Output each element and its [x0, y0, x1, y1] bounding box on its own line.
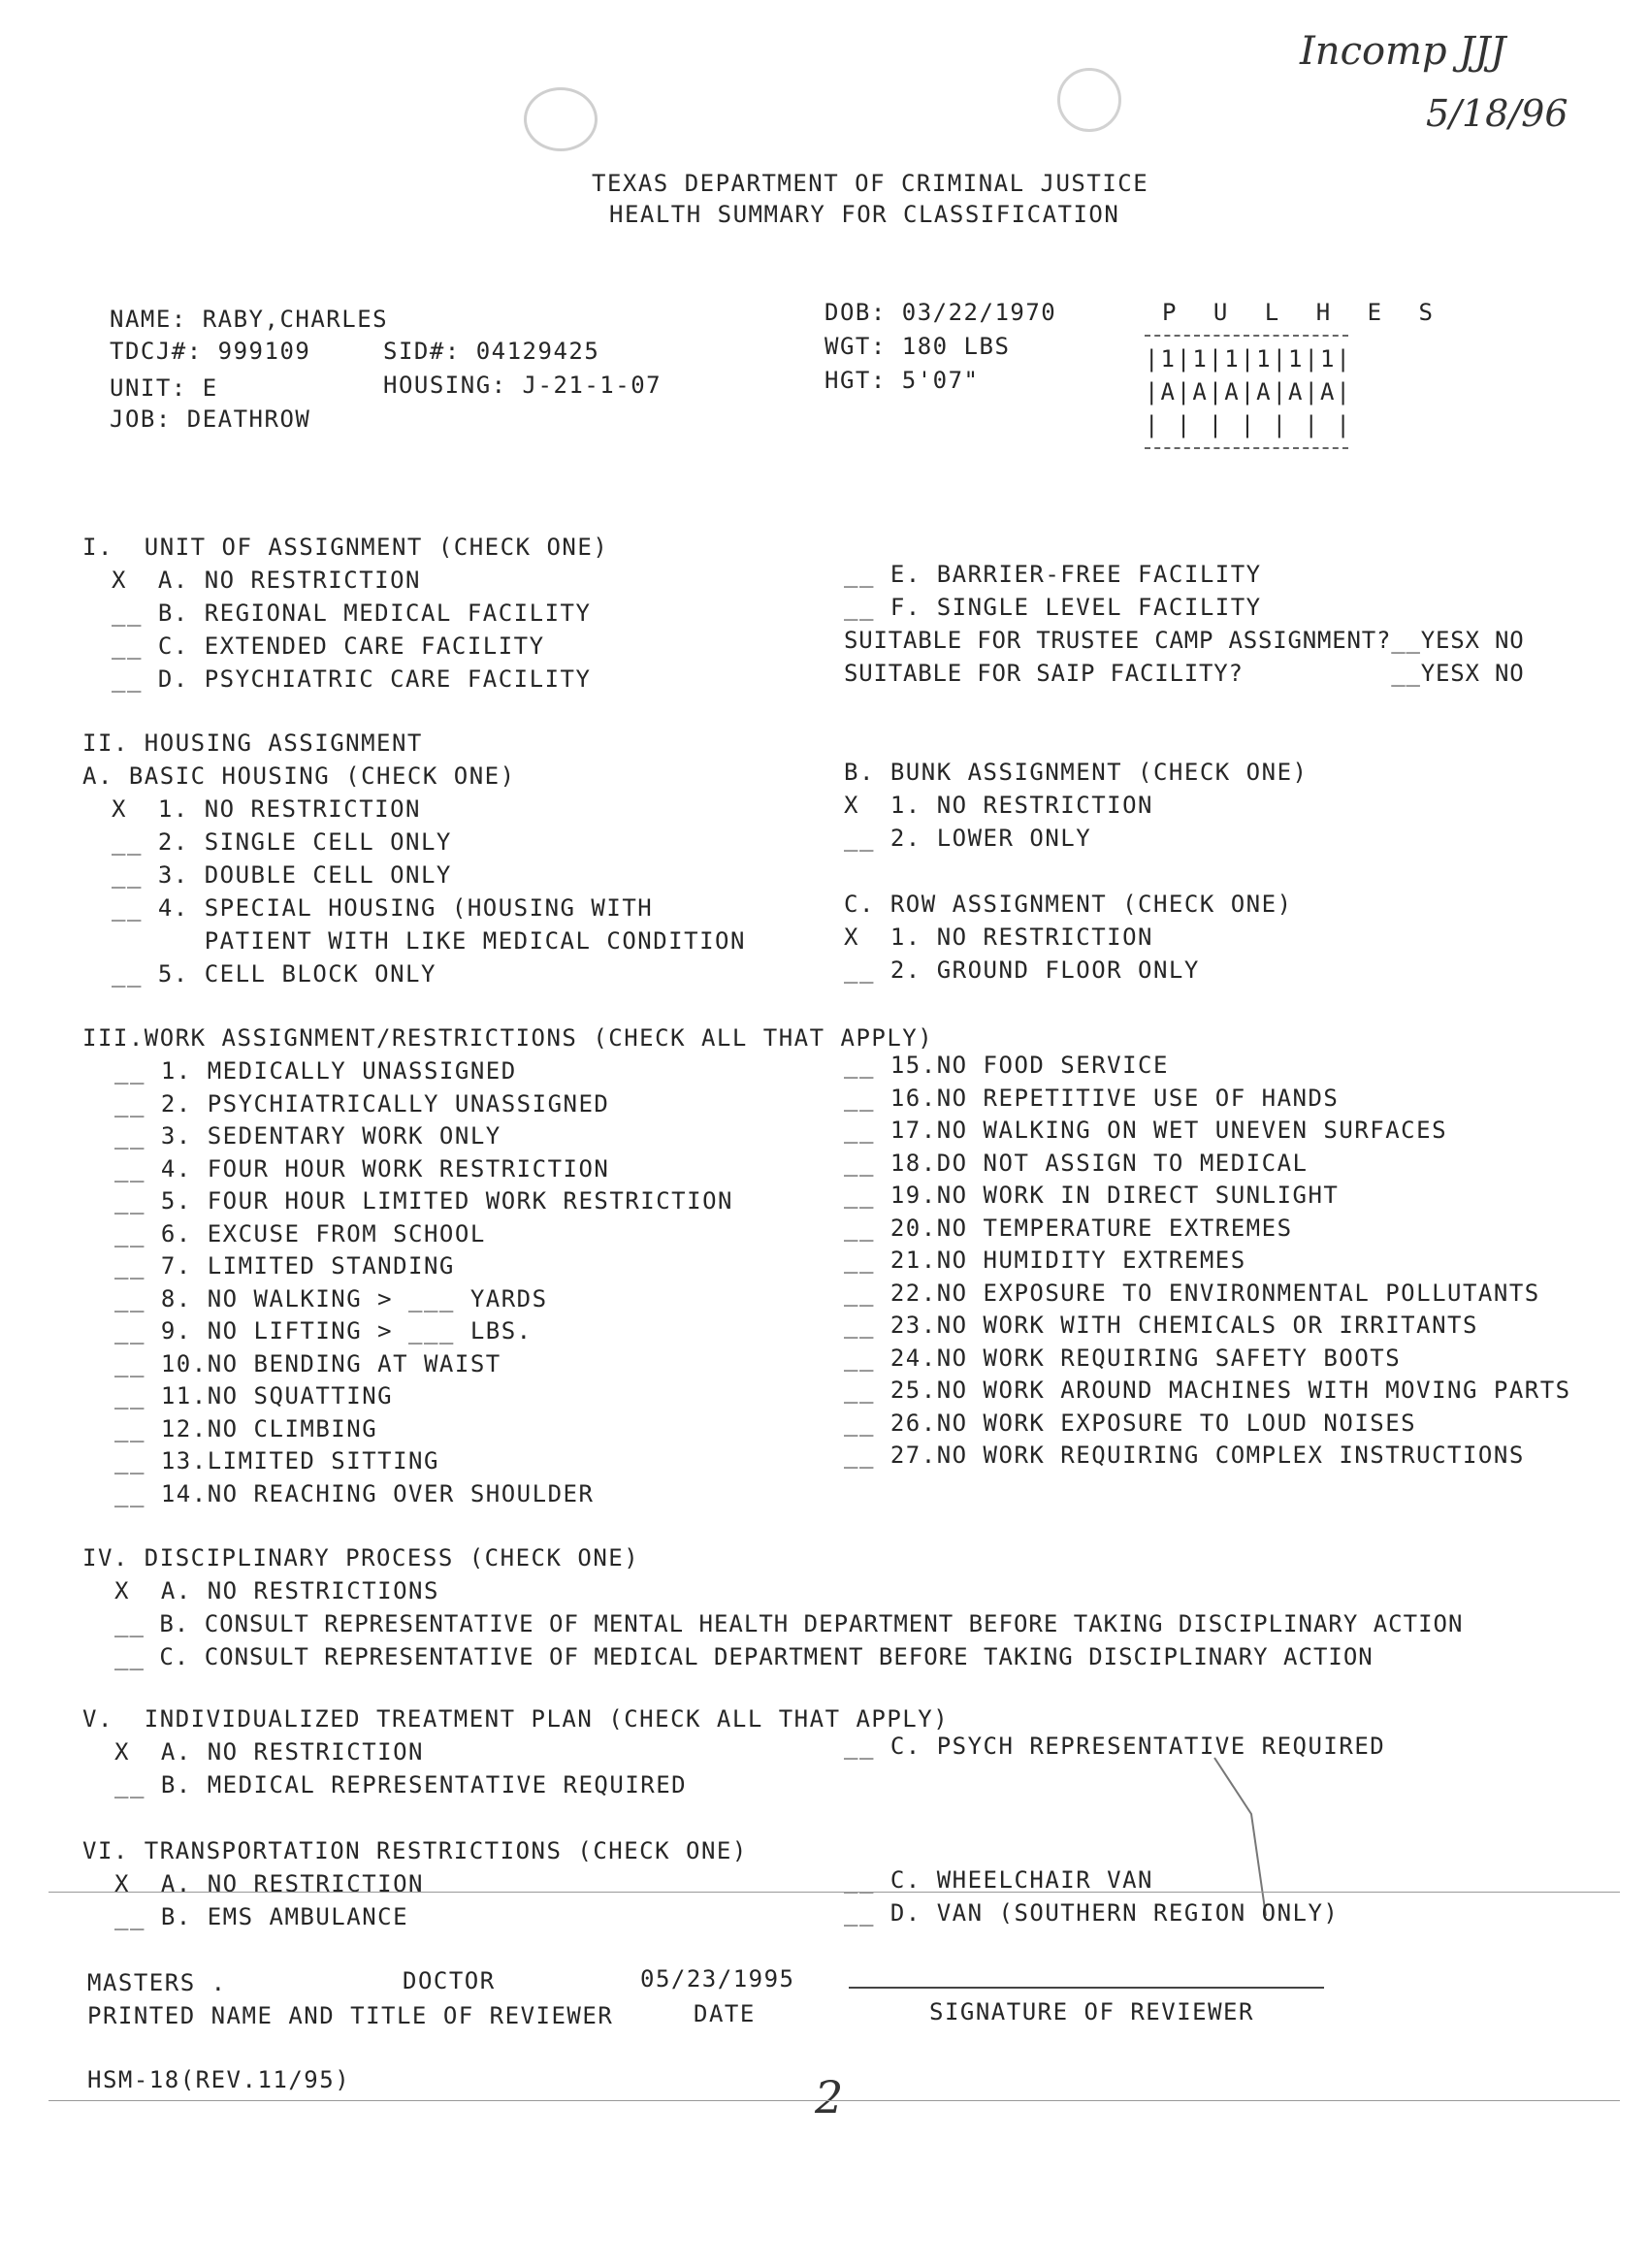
basic-housing-item: __ 2. SINGLE CELL ONLY	[112, 828, 452, 856]
work-restriction-item: __ 20.NO TEMPERATURE EXTREMES	[844, 1214, 1293, 1242]
form-number: HSM-18(REV.11/95)	[87, 2066, 351, 2093]
document-title: TEXAS DEPARTMENT OF CRIMINAL JUSTICE	[592, 170, 1149, 197]
bottom-edge-line	[48, 2100, 1620, 2101]
work-restriction-item: __ 8. NO WALKING > ___ YARDS	[114, 1284, 548, 1312]
work-restriction-item: __ 3. SEDENTARY WORK ONLY	[114, 1122, 501, 1150]
pulhes-row-numbers: |1|1|1|1|1|1|	[1145, 345, 1352, 373]
printed-name-label: PRINTED NAME AND TITLE OF REVIEWER	[87, 2002, 614, 2029]
work-restriction-item: __ 12.NO CLIMBING	[114, 1414, 378, 1442]
basic-housing-item: __ 4. SPECIAL HOUSING (HOUSING WITH	[112, 894, 654, 922]
handwritten-date-note: 5/18/96	[1426, 92, 1568, 135]
pulhes-row-blank: | | | | | | |	[1145, 411, 1352, 438]
trustee-camp-question: SUITABLE FOR TRUSTEE CAMP ASSIGNMENT?__YESX NO	[844, 627, 1525, 654]
handwritten-page-number: 2	[815, 2071, 844, 2123]
bunk-assignment-item: __ 2. LOWER ONLY	[844, 825, 1092, 852]
bunk-assignment-title: B. BUNK ASSIGNMENT (CHECK ONE)	[844, 759, 1309, 786]
work-restriction-item: __ 21.NO HUMIDITY EXTREMES	[844, 1247, 1246, 1274]
work-restriction-item: __ 23.NO WORK WITH CHEMICALS OR IRRITANTS	[844, 1312, 1478, 1339]
basic-housing-item: PATIENT WITH LIKE MEDICAL CONDITION	[112, 927, 746, 955]
bunk-assignment-item: X 1. NO RESTRICTION	[844, 792, 1153, 819]
row-assignment-title: C. ROW ASSIGNMENT (CHECK ONE)	[844, 891, 1293, 918]
section-1-item: X A. NO RESTRICTION	[112, 567, 421, 594]
signature-label: SIGNATURE OF REVIEWER	[929, 1998, 1254, 2025]
treatment-plan-item: __ C. PSYCH REPRESENTATIVE REQUIRED	[844, 1733, 1386, 1760]
inmate-dob: DOB: 03/22/1970	[824, 299, 1057, 326]
signature-line	[849, 1987, 1324, 1989]
work-restriction-item: __ 4. FOUR HOUR WORK RESTRICTION	[114, 1154, 610, 1183]
inmate-job: JOB: DEATHROW	[110, 405, 311, 433]
work-restriction-item: __ 9. NO LIFTING > ___ LBS.	[114, 1317, 533, 1345]
review-date: 05/23/1995	[640, 1965, 795, 1993]
work-restriction-item: __ 14.NO REACHING OVER SHOULDER	[114, 1479, 595, 1507]
section-2-title: II. HOUSING ASSIGNMENT	[82, 729, 423, 757]
inmate-unit: UNIT: E	[110, 374, 218, 402]
work-restriction-item: __ 7. LIMITED STANDING	[114, 1252, 455, 1280]
section-3-title: III.WORK ASSIGNMENT/RESTRICTIONS (CHECK ALL THAT APPLY)	[82, 1024, 934, 1052]
punch-hole-mark-left	[524, 87, 598, 151]
work-restriction-item: __ 27.NO WORK REQUIRING COMPLEX INSTRUCTIONS	[844, 1442, 1525, 1469]
fold-line	[48, 1892, 1620, 1893]
work-restriction-item: __ 17.NO WALKING ON WET UNEVEN SURFACES	[844, 1117, 1448, 1144]
basic-housing-item: X 1. NO RESTRICTION	[112, 795, 421, 823]
work-restriction-item: __ 13.LIMITED SITTING	[114, 1447, 439, 1474]
section-1-title: I. UNIT OF ASSIGNMENT (CHECK ONE)	[82, 534, 609, 561]
pulhes-divider	[1145, 335, 1348, 337]
section-1-item: __ F. SINGLE LEVEL FACILITY	[844, 594, 1262, 621]
punch-hole-mark-right	[1057, 68, 1121, 132]
work-restriction-item: __ 24.NO WORK REQUIRING SAFETY BOOTS	[844, 1344, 1402, 1372]
section-1-item: __ B. REGIONAL MEDICAL FACILITY	[112, 599, 592, 627]
work-restriction-item: __ 16.NO REPETITIVE USE OF HANDS	[844, 1084, 1340, 1112]
section-1-item: __ D. PSYCHIATRIC CARE FACILITY	[112, 665, 592, 693]
handwritten-incomplete-note: Incomp JJJ	[1300, 29, 1506, 74]
basic-housing-item: __ 5. CELL BLOCK ONLY	[112, 960, 436, 988]
disciplinary-item: X A. NO RESTRICTIONS	[114, 1577, 439, 1604]
section-1-item: __ C. EXTENDED CARE FACILITY	[112, 632, 545, 660]
section-1-item: __ E. BARRIER-FREE FACILITY	[844, 561, 1262, 588]
section-4-title: IV. DISCIPLINARY PROCESS (CHECK ONE)	[82, 1544, 640, 1571]
inmate-height: HGT: 5'07"	[824, 367, 980, 394]
section-6-title: VI. TRANSPORTATION RESTRICTIONS (CHECK ONE)	[82, 1837, 748, 1864]
section-5-title: V. INDIVIDUALIZED TREATMENT PLAN (CHECK ALL THAT APPLY)	[82, 1705, 950, 1733]
pulhes-row-letters: |A|A|A|A|A|A|	[1145, 378, 1352, 405]
work-restriction-item: __ 11.NO SQUATTING	[114, 1382, 394, 1409]
work-restriction-item: __ 19.NO WORK IN DIRECT SUNLIGHT	[844, 1182, 1340, 1209]
saip-facility-question: SUITABLE FOR SAIP FACILITY? __YESX NO	[844, 660, 1525, 687]
reviewer-title: DOCTOR	[403, 1967, 496, 1994]
pulhes-header: P U L H E S	[1162, 299, 1444, 326]
basic-housing-item: __ 3. DOUBLE CELL ONLY	[112, 861, 452, 889]
transportation-item: __ C. WHEELCHAIR VAN	[844, 1866, 1153, 1894]
work-restriction-item: __ 18.DO NOT ASSIGN TO MEDICAL	[844, 1149, 1309, 1177]
transportation-item: __ D. VAN (SOUTHERN REGION ONLY)	[844, 1899, 1340, 1927]
treatment-plan-item: X A. NO RESTRICTION	[114, 1738, 424, 1766]
inmate-name: NAME: RABY,CHARLES	[110, 306, 389, 333]
transportation-item: X A. NO RESTRICTION	[114, 1870, 424, 1897]
inmate-weight: WGT: 180 LBS	[824, 333, 1011, 360]
inmate-sid-number: SID#: 04129425	[383, 338, 600, 365]
work-restriction-item: __ 22.NO EXPOSURE TO ENVIRONMENTAL POLLUTANTS	[844, 1279, 1540, 1307]
disciplinary-item: __ C. CONSULT REPRESENTATIVE OF MEDICAL DEPARTMENT BEFORE TAKING DISCIPLINARY ACTION	[114, 1643, 1374, 1670]
work-restriction-item: __ 1. MEDICALLY UNASSIGNED	[114, 1057, 517, 1085]
transportation-item: __ B. EMS AMBULANCE	[114, 1903, 409, 1930]
inmate-tdcj-number: TDCJ#: 999109	[110, 338, 311, 365]
inmate-housing: HOUSING: J-21-1-07	[383, 372, 663, 399]
disciplinary-item: __ B. CONSULT REPRESENTATIVE OF MENTAL HEALTH DEPARTMENT BEFORE TAKING DISCIPLINARY ACTION	[114, 1610, 1464, 1637]
work-restriction-item: __ 2. PSYCHIATRICALLY UNASSIGNED	[114, 1089, 610, 1118]
work-restriction-item: __ 10.NO BENDING AT WAIST	[114, 1349, 501, 1377]
document-subtitle: HEALTH SUMMARY FOR CLASSIFICATION	[609, 201, 1120, 228]
basic-housing-title: A. BASIC HOUSING (CHECK ONE)	[82, 762, 516, 790]
work-restriction-item: __ 26.NO WORK EXPOSURE TO LOUD NOISES	[844, 1409, 1417, 1437]
pen-stroke-mark	[1212, 1756, 1271, 1921]
reviewer-name: MASTERS .	[87, 1969, 227, 1996]
work-restriction-item: __ 6. EXCUSE FROM SCHOOL	[114, 1219, 486, 1247]
row-assignment-item: __ 2. GROUND FLOOR ONLY	[844, 956, 1200, 984]
row-assignment-item: X 1. NO RESTRICTION	[844, 923, 1153, 951]
pulhes-divider	[1145, 447, 1348, 449]
work-restriction-item: __ 15.NO FOOD SERVICE	[844, 1052, 1169, 1079]
work-restriction-item: __ 5. FOUR HOUR LIMITED WORK RESTRICTION	[114, 1187, 733, 1215]
treatment-plan-item: __ B. MEDICAL REPRESENTATIVE REQUIRED	[114, 1771, 688, 1798]
work-restriction-item: __ 25.NO WORK AROUND MACHINES WITH MOVING PARTS	[844, 1377, 1571, 1404]
pulhes-profile-box	[1145, 296, 1444, 455]
date-label: DATE	[694, 2000, 756, 2027]
